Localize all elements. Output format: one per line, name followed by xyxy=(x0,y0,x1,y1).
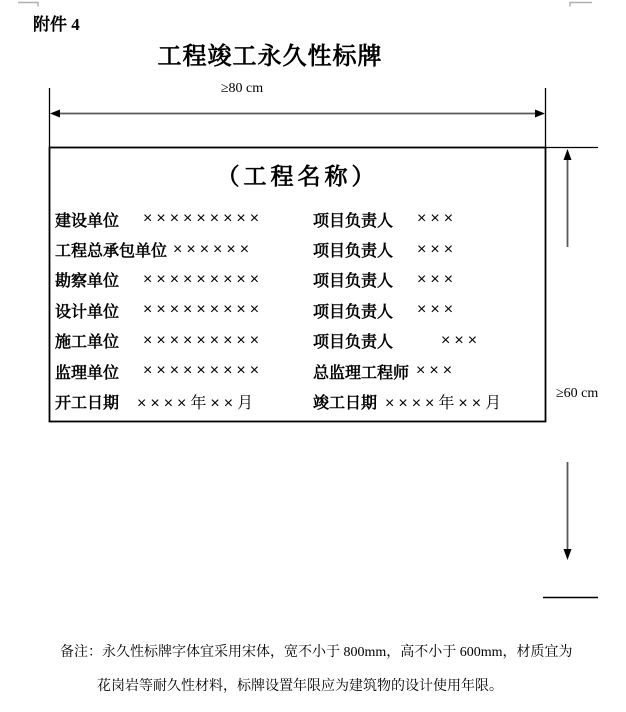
width-arrowhead-right xyxy=(535,110,545,118)
row-label: 项目负责人 xyxy=(313,212,394,230)
row-label: 勘察单位 xyxy=(55,273,120,291)
row-left-cell xyxy=(55,268,313,291)
footnote xyxy=(60,636,580,704)
row-label: 施工单位 xyxy=(55,334,120,352)
row-label: 项目负责人 xyxy=(313,303,394,321)
document-title: 工程竣工永久性标牌 xyxy=(157,43,383,70)
height-arrowhead-up xyxy=(564,149,572,160)
row-left-cell xyxy=(55,360,313,383)
project-name-placeholder: （工程名称） xyxy=(216,164,379,189)
attachment-number-label: 附件 4 xyxy=(33,15,80,34)
row-value: ××× xyxy=(441,331,482,349)
height-dimension-label: ≥60 cm xyxy=(556,386,599,401)
row-left-cell xyxy=(55,390,313,413)
row-label: 项目负责人 xyxy=(313,334,394,352)
row-right-cell xyxy=(313,329,481,352)
footnote-line-2: 花岗岩等耐久性材料，标牌设置年限应为建筑物的设计使用年限。 xyxy=(97,679,503,694)
row-value: ××××年××月 xyxy=(137,395,258,413)
row-label: 工程总承包单位 xyxy=(55,243,168,261)
sign-row-dates xyxy=(55,386,535,416)
row-label: 建设单位 xyxy=(55,212,120,230)
row-left-cell xyxy=(55,208,313,231)
row-left-cell xyxy=(55,299,313,322)
row-value: ××× xyxy=(417,210,458,228)
sign-row-construction-unit xyxy=(55,204,535,234)
row-value: ××× xyxy=(417,240,458,258)
row-right-cell xyxy=(313,208,457,231)
row-right-cell xyxy=(313,268,457,291)
row-label: 开工日期 xyxy=(55,395,120,413)
row-value: ××× xyxy=(416,362,457,380)
row-left-cell xyxy=(55,329,313,352)
row-value: ××××××××× xyxy=(143,362,264,380)
row-value: ××××××××× xyxy=(143,270,264,288)
row-value: ××× xyxy=(417,301,458,319)
row-value: ××××年××月 xyxy=(385,395,506,413)
row-right-cell xyxy=(313,238,457,261)
row-value: ×××××× xyxy=(173,240,254,258)
row-value: ××× xyxy=(417,270,458,288)
row-label: 项目负责人 xyxy=(313,243,394,261)
sign-row-survey-unit xyxy=(55,265,535,295)
sign-row-design-unit xyxy=(55,295,535,325)
sign-row-general-contractor xyxy=(55,234,535,264)
row-value: ××××××××× xyxy=(143,210,264,228)
height-arrowhead-down xyxy=(564,549,572,560)
row-value: ××××××××× xyxy=(143,331,264,349)
row-label: 项目负责人 xyxy=(313,273,394,291)
row-value: ××××××××× xyxy=(143,301,264,319)
width-arrowhead-left xyxy=(50,110,60,118)
row-label: 监理单位 xyxy=(55,364,120,382)
width-dimension-label: ≥80 cm xyxy=(220,81,264,96)
row-right-cell xyxy=(313,390,505,413)
sign-rows xyxy=(55,204,535,417)
row-right-cell xyxy=(313,360,456,383)
row-left-cell xyxy=(55,238,313,261)
row-right-cell xyxy=(313,299,457,322)
row-label: 竣工日期 xyxy=(313,395,378,413)
row-label: 设计单位 xyxy=(55,303,120,321)
row-label: 总监理工程师 xyxy=(313,364,410,382)
footnote-line-1: 备注：永久性标牌字体宜采用宋体，宽不小于 800mm，高不小于 600mm，材质宜为 xyxy=(60,645,573,660)
sign-row-builder-unit xyxy=(55,326,535,356)
sign-row-supervision-unit xyxy=(55,356,535,386)
